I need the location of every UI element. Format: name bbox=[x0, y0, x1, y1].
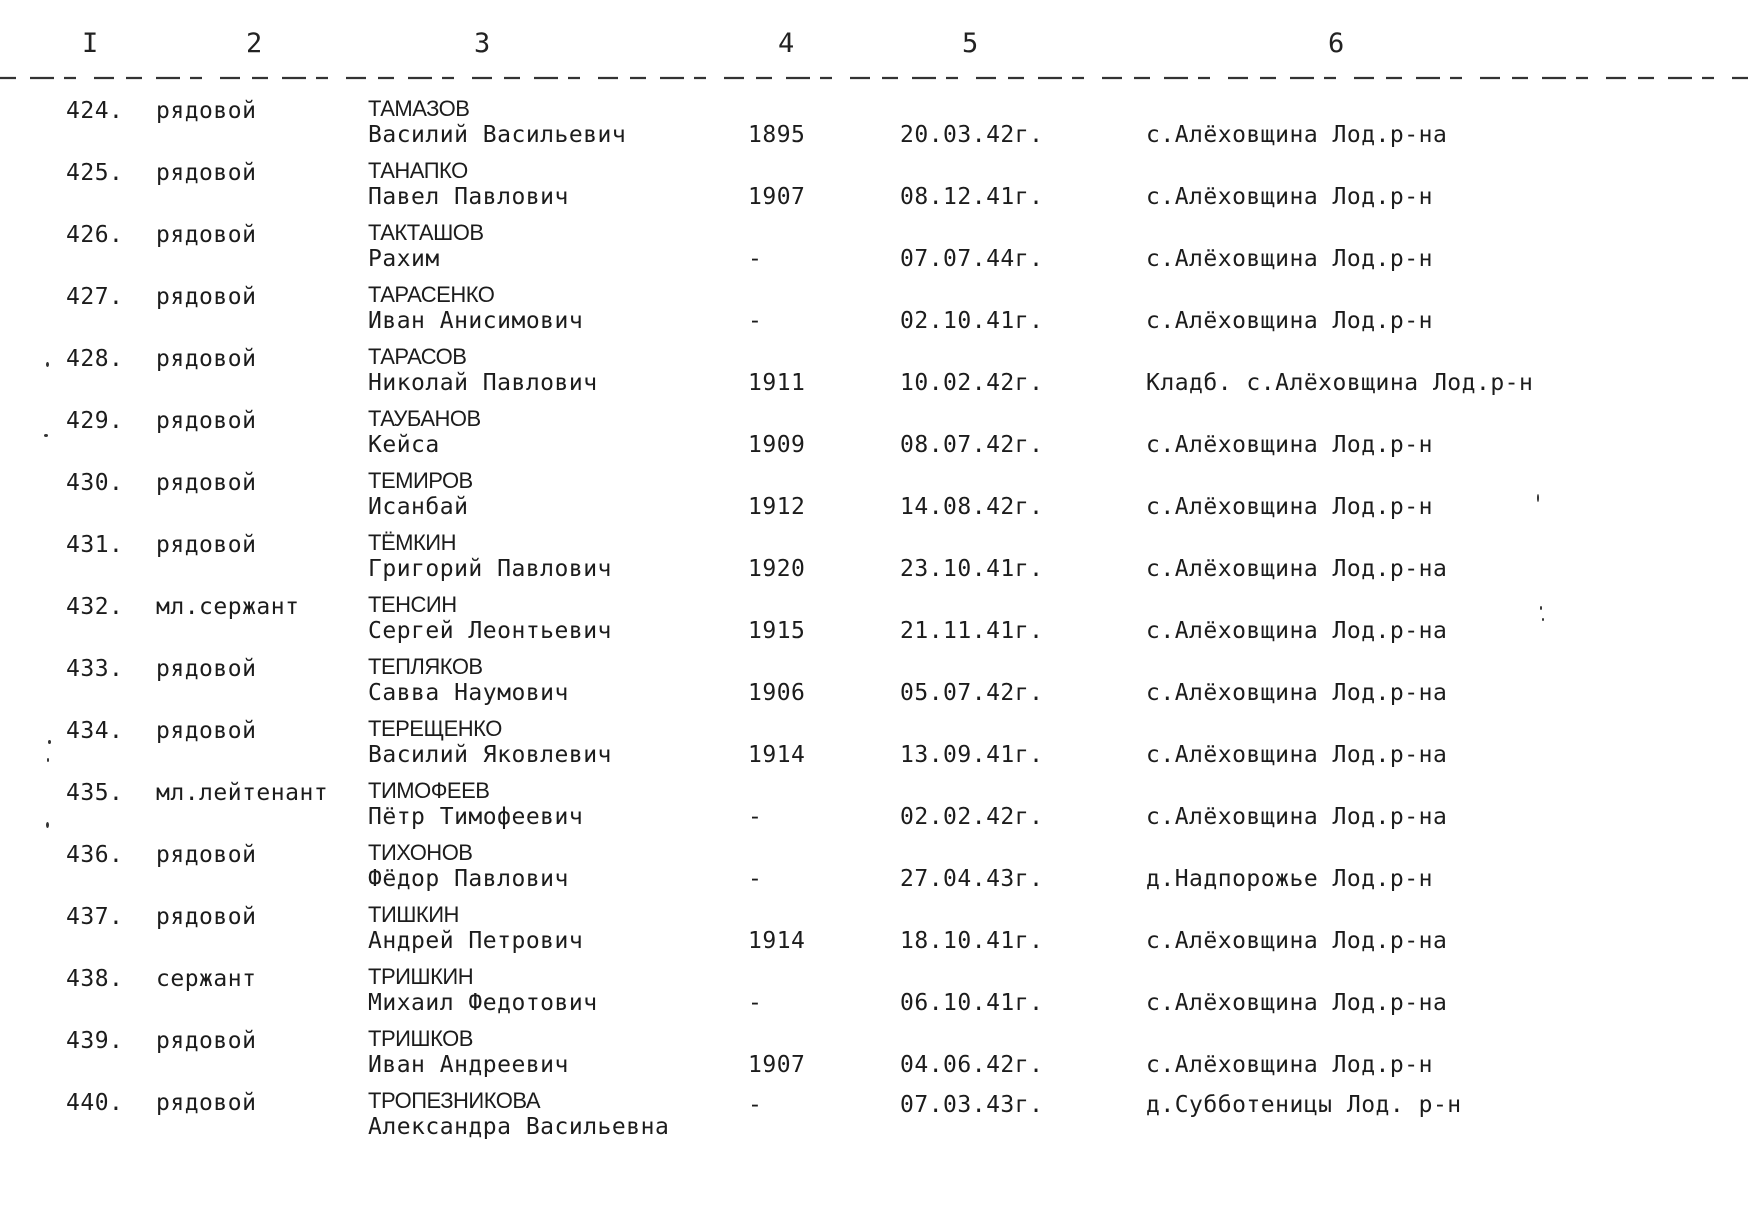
death-date: 07.07.44г. bbox=[900, 246, 1044, 272]
birth-year: 1907 bbox=[748, 1052, 806, 1078]
rank: рядовой bbox=[156, 1090, 257, 1116]
scan-speck bbox=[46, 362, 49, 367]
birth-year: 1914 bbox=[748, 928, 806, 954]
rank: рядовой bbox=[156, 284, 257, 310]
birth-year: 1920 bbox=[748, 556, 806, 582]
burial-place: с.Алёховщина Лод.р-н bbox=[1146, 1052, 1433, 1078]
surname: ТЕНСИН bbox=[368, 592, 457, 617]
table-row bbox=[0, 220, 1748, 282]
death-date: 08.07.42г. bbox=[900, 432, 1044, 458]
given-name: Иван Анисимович bbox=[368, 308, 584, 334]
surname: ТЕПЛЯКОВ bbox=[368, 654, 483, 679]
given-name: Пётр Тимофеевич bbox=[368, 804, 584, 830]
surname: ТИМОФЕЕВ bbox=[368, 778, 490, 803]
burial-place: д.Субботеницы Лод. р-н bbox=[1146, 1092, 1462, 1118]
entry-number: 430. bbox=[66, 470, 124, 496]
surname: ТАРАСЕНКО bbox=[368, 282, 495, 307]
given-name: Александра Васильевна bbox=[368, 1114, 670, 1140]
column-number-1: I bbox=[82, 28, 99, 59]
surname: ТАРАСОВ bbox=[368, 344, 467, 369]
burial-place: с.Алёховщина Лод.р-н bbox=[1146, 308, 1433, 334]
burial-place: с.Алёховщина Лод.р-на bbox=[1146, 618, 1448, 644]
table-row bbox=[0, 778, 1748, 840]
table-row bbox=[0, 1088, 1748, 1150]
table-row bbox=[0, 654, 1748, 716]
rank: мл.лейтенант bbox=[156, 780, 329, 806]
rank: рядовой bbox=[156, 904, 257, 930]
rank: рядовой bbox=[156, 222, 257, 248]
table-row bbox=[0, 468, 1748, 530]
birth-year: - bbox=[748, 866, 763, 892]
rank: сержант bbox=[156, 966, 257, 992]
rank: рядовой bbox=[156, 718, 257, 744]
surname: ТРИШКОВ bbox=[368, 1026, 473, 1051]
birth-year: 1906 bbox=[748, 680, 806, 706]
death-date: 18.10.41г. bbox=[900, 928, 1044, 954]
rank: рядовой bbox=[156, 842, 257, 868]
entry-number: 435. bbox=[66, 780, 124, 806]
rank: рядовой bbox=[156, 656, 257, 682]
table-row bbox=[0, 592, 1748, 654]
given-name: Фёдор Павлович bbox=[368, 866, 569, 892]
birth-year: 1907 bbox=[748, 184, 806, 210]
burial-place: с.Алёховщина Лод.р-на bbox=[1146, 742, 1448, 768]
table-row bbox=[0, 716, 1748, 778]
entry-number: 431. bbox=[66, 532, 124, 558]
death-date: 10.02.42г. bbox=[900, 370, 1044, 396]
table-row bbox=[0, 964, 1748, 1026]
table-row bbox=[0, 96, 1748, 158]
death-date: 06.10.41г. bbox=[900, 990, 1044, 1016]
death-date: 23.10.41г. bbox=[900, 556, 1044, 582]
given-name: Сергей Леонтьевич bbox=[368, 618, 612, 644]
scan-speck bbox=[46, 822, 49, 828]
table-row bbox=[0, 158, 1748, 220]
entry-number: 437. bbox=[66, 904, 124, 930]
entry-number: 428. bbox=[66, 346, 124, 372]
scan-speck bbox=[44, 434, 48, 437]
column-number-5: 5 bbox=[962, 28, 979, 59]
table-row bbox=[0, 1026, 1748, 1088]
burial-place: Кладб. с.Алёховщина Лод.р-н bbox=[1146, 370, 1534, 396]
surname: ТРОПЕЗНИКОВА bbox=[368, 1088, 541, 1113]
burial-place: с.Алёховщина Лод.р-н bbox=[1146, 246, 1433, 272]
rank: рядовой bbox=[156, 408, 257, 434]
entry-number: 424. bbox=[66, 98, 124, 124]
scan-speck bbox=[1542, 618, 1544, 621]
burial-place: с.Алёховщина Лод.р-на bbox=[1146, 122, 1448, 148]
given-name: Савва Наумович bbox=[368, 680, 569, 706]
burial-place: с.Алёховщина Лод.р-н bbox=[1146, 432, 1433, 458]
birth-year: 1912 bbox=[748, 494, 806, 520]
given-name: Рахим bbox=[368, 246, 440, 272]
rank: рядовой bbox=[156, 346, 257, 372]
entry-number: 425. bbox=[66, 160, 124, 186]
surname: ТРИШКИН bbox=[368, 964, 474, 989]
column-number-6: 6 bbox=[1328, 28, 1345, 59]
given-name: Василий Васильевич bbox=[368, 122, 627, 148]
rank: рядовой bbox=[156, 1028, 257, 1054]
rank: рядовой bbox=[156, 532, 257, 558]
birth-year: 1911 bbox=[748, 370, 806, 396]
surname: ТЁМКИН bbox=[368, 530, 456, 555]
death-date: 21.11.41г. bbox=[900, 618, 1044, 644]
surname: ТЕРЕЩЕНКО bbox=[368, 716, 502, 741]
entry-number: 436. bbox=[66, 842, 124, 868]
given-name: Михаил Федотович bbox=[368, 990, 598, 1016]
column-number-2: 2 bbox=[246, 28, 263, 59]
given-name: Исанбай bbox=[368, 494, 469, 520]
entry-number: 426. bbox=[66, 222, 124, 248]
birth-year: 1909 bbox=[748, 432, 806, 458]
table-row bbox=[0, 902, 1748, 964]
surname: ТЕМИРОВ bbox=[368, 468, 473, 493]
surname: ТАУБАНОВ bbox=[368, 406, 481, 431]
column-number-4: 4 bbox=[778, 28, 795, 59]
given-name: Василий Яковлевич bbox=[368, 742, 612, 768]
entry-number: 432. bbox=[66, 594, 124, 620]
table-row bbox=[0, 530, 1748, 592]
death-date: 04.06.42г. bbox=[900, 1052, 1044, 1078]
burial-place: с.Алёховщина Лод.р-на bbox=[1146, 928, 1448, 954]
death-date: 08.12.41г. bbox=[900, 184, 1044, 210]
death-date: 27.04.43г. bbox=[900, 866, 1044, 892]
given-name: Андрей Петрович bbox=[368, 928, 584, 954]
death-date: 07.03.43г. bbox=[900, 1092, 1044, 1118]
rank: мл.сержант bbox=[156, 594, 300, 620]
burial-place: с.Алёховщина Лод.р-на bbox=[1146, 990, 1448, 1016]
rank: рядовой bbox=[156, 470, 257, 496]
burial-place: с.Алёховщина Лод.р-н bbox=[1146, 494, 1433, 520]
rank: рядовой bbox=[156, 160, 257, 186]
surname: ТИШКИН bbox=[368, 902, 459, 927]
death-date: 14.08.42г. bbox=[900, 494, 1044, 520]
birth-year: - bbox=[748, 804, 763, 830]
burial-place: д.Надпорожье Лод.р-н bbox=[1146, 866, 1433, 892]
scan-speck bbox=[48, 740, 51, 744]
entry-number: 433. bbox=[66, 656, 124, 682]
entry-number: 427. bbox=[66, 284, 124, 310]
death-date: 02.10.41г. bbox=[900, 308, 1044, 334]
birth-year: - bbox=[748, 308, 763, 334]
surname: ТАКТАШОВ bbox=[368, 220, 484, 245]
given-name: Григорий Павлович bbox=[368, 556, 612, 582]
table-row bbox=[0, 344, 1748, 406]
scan-speck bbox=[1537, 494, 1539, 502]
table-row bbox=[0, 840, 1748, 902]
surname: ТАМАЗОВ bbox=[368, 96, 470, 121]
death-date: 02.02.42г. bbox=[900, 804, 1044, 830]
table-row bbox=[0, 282, 1748, 344]
given-name: Павел Павлович bbox=[368, 184, 569, 210]
given-name: Николай Павлович bbox=[368, 370, 598, 396]
header-dashed-rule bbox=[0, 76, 1748, 80]
death-date: 13.09.41г. bbox=[900, 742, 1044, 768]
rank: рядовой bbox=[156, 98, 257, 124]
burial-place: с.Алёховщина Лод.р-на bbox=[1146, 680, 1448, 706]
given-name: Иван Андреевич bbox=[368, 1052, 569, 1078]
entry-number: 429. bbox=[66, 408, 124, 434]
entry-number: 434. bbox=[66, 718, 124, 744]
column-number-3: 3 bbox=[474, 28, 491, 59]
burial-place: с.Алёховщина Лод.р-на bbox=[1146, 804, 1448, 830]
birth-year: - bbox=[748, 990, 763, 1016]
table-row bbox=[0, 406, 1748, 468]
given-name: Кейса bbox=[368, 432, 440, 458]
birth-year: 1915 bbox=[748, 618, 806, 644]
entry-number: 440. bbox=[66, 1090, 124, 1116]
scan-speck bbox=[47, 758, 49, 762]
scan-speck bbox=[1540, 606, 1542, 610]
burial-place: с.Алёховщина Лод.р-н bbox=[1146, 184, 1433, 210]
death-date: 20.03.42г. bbox=[900, 122, 1044, 148]
burial-place: с.Алёховщина Лод.р-на bbox=[1146, 556, 1448, 582]
birth-year: 1895 bbox=[748, 122, 806, 148]
birth-year: - bbox=[748, 1092, 763, 1118]
death-date: 05.07.42г. bbox=[900, 680, 1044, 706]
birth-year: 1914 bbox=[748, 742, 806, 768]
surname: ТИХОНОВ bbox=[368, 840, 473, 865]
entry-number: 438. bbox=[66, 966, 124, 992]
entry-number: 439. bbox=[66, 1028, 124, 1054]
surname: ТАНАПКО bbox=[368, 158, 468, 183]
birth-year: - bbox=[748, 246, 763, 272]
